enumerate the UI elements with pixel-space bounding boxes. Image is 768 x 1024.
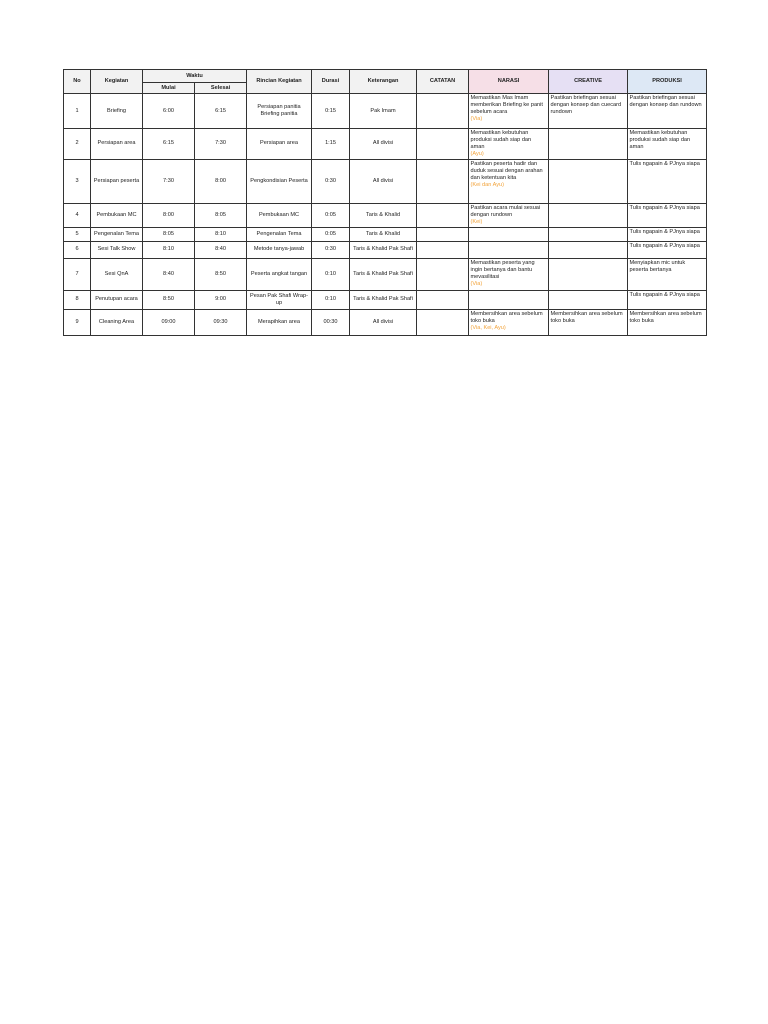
row-kegiatan (91, 203, 143, 227)
row-durasi-text: 0:05 (325, 230, 336, 237)
row-selesai (195, 258, 247, 290)
row-rincian-text: Persiapan area (260, 140, 298, 147)
row-produksi-text: Pastikan briefingan sesuai dengan konsep dan rundown (629, 95, 702, 108)
row-mulai (143, 309, 195, 335)
row-no-text: 8 (75, 296, 79, 303)
row-keterangan (350, 309, 417, 335)
row-rincian-text: Pengenalan Tema (256, 230, 302, 237)
row-rincian (247, 309, 312, 335)
row-selesai (195, 290, 247, 309)
row-kegiatan (91, 159, 143, 203)
header-catatan: CATATAN (417, 70, 469, 94)
row-durasi-text: 0:30 (325, 246, 336, 253)
header-no: No (64, 70, 91, 94)
row-rincian (247, 258, 312, 290)
row-selesai-text: 7:30 (215, 140, 226, 147)
row-durasi (312, 159, 350, 203)
row-durasi-text: 1:15 (325, 140, 336, 147)
row-creative (549, 227, 628, 241)
row-produksi (628, 258, 707, 290)
narasi-pic-label: (Kei) (470, 218, 483, 225)
row-no (64, 159, 91, 203)
row-durasi (312, 290, 350, 309)
rundown-sheet (63, 69, 706, 336)
row-produksi (628, 241, 707, 258)
row-rincian-text: Pengkondisian Peserta (250, 177, 308, 184)
row-selesai-text: 8:40 (215, 246, 226, 253)
row-rincian (247, 94, 312, 129)
row-no (64, 309, 91, 335)
row-kegiatan (91, 241, 143, 258)
row-rincian (247, 241, 312, 258)
row-kegiatan-text: Sesi QnA (104, 270, 129, 277)
row-catatan (417, 227, 469, 241)
narasi-pic-label: (Via) (470, 280, 483, 287)
header-produksi: PRODUKSI (628, 70, 707, 94)
header-waktu: Waktu (143, 70, 247, 83)
row-rincian-text: Pembukaan MC (258, 211, 300, 218)
table-row (64, 159, 707, 203)
row-selesai-text: 9:00 (215, 296, 226, 303)
row-selesai-text: 6:15 (215, 107, 226, 114)
table-row (64, 227, 707, 241)
row-narasi (469, 159, 549, 203)
row-rincian-text: Persiapan panitia Briefing panitia (257, 104, 301, 117)
row-produksi (628, 129, 707, 160)
row-mulai-text: 6:15 (163, 140, 174, 147)
row-mulai-text: 09:00 (161, 318, 176, 325)
row-mulai (143, 290, 195, 309)
row-rincian (247, 203, 312, 227)
row-produksi-text: Tulis ngapain & PJnya siapa (629, 291, 700, 298)
header-selesai: Selesai (195, 83, 247, 94)
row-narasi-text: Memastikan Mas Imam memberikan Briefing ke panit sebelum acara (470, 95, 543, 115)
row-no-text: 7 (75, 270, 79, 277)
row-keterangan-text: All divisi (372, 140, 394, 147)
row-mulai (143, 129, 195, 160)
row-creative (549, 241, 628, 258)
row-mulai-text: 8:00 (163, 211, 174, 218)
row-selesai-text: 8:50 (215, 270, 226, 277)
row-narasi-text: Pastikan acara mulai sesuai dengan rundown (470, 204, 541, 218)
row-durasi (312, 241, 350, 258)
row-kegiatan (91, 227, 143, 241)
row-produksi-text: Tulis ngapain & PJnya siapa (629, 228, 700, 235)
row-creative-text: Pastikan briefingan sesuai dengan konsep dan cuecard rundown (550, 95, 622, 115)
row-narasi (469, 309, 549, 335)
row-catatan (417, 159, 469, 203)
row-rincian (247, 290, 312, 309)
row-mulai-text: 7:30 (163, 177, 174, 184)
row-narasi (469, 94, 549, 129)
row-durasi-text: 0:30 (325, 177, 336, 184)
header-narasi: NARASI (469, 70, 549, 94)
row-selesai (195, 203, 247, 227)
row-mulai-text: 8:50 (163, 296, 174, 303)
row-catatan (417, 290, 469, 309)
row-produksi-text: Tulis ngapain & PJnya siapa (629, 242, 700, 249)
row-narasi-text: Memastikan kebutuhan produksi sudah siap dan aman (470, 130, 532, 150)
rundown-rows (64, 94, 707, 336)
row-kegiatan-text: Pengenalan Tema (94, 230, 139, 237)
row-produksi (628, 203, 707, 227)
row-keterangan-text: Taris & Khalid (365, 230, 401, 237)
row-keterangan-text: Taris & Khalid Pak Shafi (353, 296, 413, 303)
header-durasi: Durasi (312, 70, 350, 94)
row-selesai (195, 129, 247, 160)
row-mulai-text: 8:40 (163, 270, 174, 277)
row-mulai (143, 159, 195, 203)
row-produksi-text: Memastikan kebutuhan produksi sudah siap dan aman (629, 130, 691, 150)
row-no (64, 290, 91, 309)
row-selesai-text: 8:00 (215, 177, 226, 184)
row-mulai (143, 227, 195, 241)
row-kegiatan (91, 94, 143, 129)
row-creative (549, 159, 628, 203)
table-row (64, 94, 707, 129)
narasi-pic-label: (Kei dan Ayu) (470, 181, 504, 188)
row-catatan (417, 309, 469, 335)
row-durasi (312, 309, 350, 335)
narasi-pic-label: (Via) (470, 115, 483, 122)
row-selesai (195, 309, 247, 335)
row-no (64, 241, 91, 258)
row-no-text: 3 (75, 177, 79, 184)
row-selesai (195, 241, 247, 258)
row-keterangan (350, 227, 417, 241)
row-creative (549, 129, 628, 160)
row-no-text: 6 (75, 246, 79, 253)
row-selesai-text: 8:10 (215, 230, 226, 237)
row-kegiatan-text: Pembukaan MC (96, 211, 137, 218)
row-kegiatan-text: Penutupan acara (95, 296, 138, 303)
row-kegiatan (91, 258, 143, 290)
row-keterangan (350, 290, 417, 309)
header-creative: CREATIVE (549, 70, 628, 94)
narasi-pic-label: (Ayu) (470, 150, 484, 157)
row-rincian-text: Peserta angkat tangan (250, 270, 308, 277)
row-mulai-text: 6:00 (163, 107, 174, 114)
row-catatan (417, 258, 469, 290)
row-narasi (469, 241, 549, 258)
row-kegiatan (91, 129, 143, 160)
row-durasi (312, 227, 350, 241)
row-narasi (469, 227, 549, 241)
row-durasi-text: 0:10 (325, 296, 336, 303)
row-kegiatan (91, 290, 143, 309)
row-durasi (312, 129, 350, 160)
row-keterangan-text: Taris & Khalid (365, 211, 401, 218)
row-no (64, 258, 91, 290)
row-catatan (417, 203, 469, 227)
row-keterangan (350, 159, 417, 203)
row-mulai-text: 8:05 (163, 230, 174, 237)
row-durasi (312, 203, 350, 227)
row-creative (549, 94, 628, 129)
row-catatan (417, 241, 469, 258)
header-kegiatan: Kegiatan (91, 70, 143, 94)
row-kegiatan-text: Persiapan area (97, 140, 136, 147)
row-kegiatan (91, 309, 143, 335)
row-selesai (195, 227, 247, 241)
row-durasi-text: 0:15 (325, 107, 336, 114)
row-keterangan (350, 241, 417, 258)
row-produksi-text: Membersihkan area sebelum toko buka (629, 310, 702, 324)
table-row (64, 258, 707, 290)
header-rincian: Rincian Kegiatan (247, 70, 312, 94)
row-keterangan (350, 129, 417, 160)
row-keterangan-text: All divisi (372, 318, 394, 325)
row-no (64, 94, 91, 129)
row-rincian-text: Merapihkan area (258, 318, 300, 325)
row-selesai (195, 94, 247, 129)
row-durasi-text: 0:05 (325, 211, 336, 218)
row-narasi-text: Membersihkan area sebelum toko buka (470, 310, 543, 324)
row-produksi (628, 94, 707, 129)
row-produksi (628, 159, 707, 203)
row-kegiatan-text: Sesi Talk Show (97, 246, 136, 253)
table-row (64, 241, 707, 258)
row-narasi (469, 290, 549, 309)
row-no-text: 5 (75, 230, 79, 237)
row-durasi (312, 258, 350, 290)
row-creative (549, 309, 628, 335)
table-row (64, 203, 707, 227)
row-durasi-text: 0:10 (325, 270, 336, 277)
row-produksi (628, 309, 707, 335)
row-kegiatan-text: Persiapan peserta (93, 177, 140, 184)
row-mulai (143, 203, 195, 227)
table-row (64, 129, 707, 160)
row-produksi-text: Tulis ngapain & PJnya siapa (629, 204, 700, 211)
rundown-table (63, 69, 707, 336)
row-keterangan-text: Taris & Khalid Pak Shafi (353, 246, 413, 253)
row-produksi (628, 227, 707, 241)
row-kegiatan-text: Cleaning Area (98, 318, 135, 325)
row-kegiatan-text: Briefing (107, 107, 126, 114)
row-no-text: 4 (75, 211, 79, 218)
row-no-text: 1 (75, 107, 79, 114)
row-keterangan (350, 203, 417, 227)
row-narasi-text: Pastikan peserta hadir dan duduk sesuai dengan arahan dan ketentuan kita (470, 160, 543, 181)
row-narasi (469, 258, 549, 290)
row-selesai-text: 09:30 (213, 318, 228, 325)
row-mulai-text: 8:10 (163, 246, 174, 253)
row-no (64, 227, 91, 241)
row-selesai (195, 159, 247, 203)
header-keterangan: Keterangan (350, 70, 417, 94)
row-creative-text: Membersihkan area sebelum toko buka (550, 310, 623, 324)
header-mulai: Mulai (143, 83, 195, 94)
row-keterangan (350, 258, 417, 290)
row-narasi (469, 203, 549, 227)
row-mulai (143, 241, 195, 258)
row-no-text: 2 (75, 140, 79, 147)
row-rincian (247, 129, 312, 160)
row-durasi-text: 00:30 (323, 318, 338, 325)
row-catatan (417, 129, 469, 160)
row-keterangan-text: All divisi (372, 177, 394, 184)
narasi-pic-label: (Via, Kei, Ayu) (470, 324, 506, 331)
row-no (64, 203, 91, 227)
row-keterangan-text: Pak Imam (370, 107, 396, 114)
row-produksi-text: Tulis ngapain & PJnya siapa (629, 160, 700, 167)
row-narasi (469, 129, 549, 160)
row-no (64, 129, 91, 160)
table-row (64, 309, 707, 335)
row-selesai-text: 8:05 (215, 211, 226, 218)
row-rincian (247, 159, 312, 203)
row-keterangan-text: Taris & Khalid Pak Shafi (353, 270, 413, 277)
row-produksi (628, 290, 707, 309)
row-produksi-text: Menyiapkan mic untuk peserta bertanya (629, 259, 686, 273)
row-mulai (143, 258, 195, 290)
row-catatan (417, 94, 469, 129)
row-narasi-text: Memastikan peserta yang ingin bertanya dan bantu mevasilitasi (470, 259, 535, 280)
row-rincian (247, 227, 312, 241)
row-durasi (312, 94, 350, 129)
row-rincian-text: Metode tanya-jawab (253, 246, 305, 253)
row-creative (549, 290, 628, 309)
row-keterangan (350, 94, 417, 129)
table-row (64, 290, 707, 309)
row-no-text: 9 (75, 318, 79, 325)
row-creative (549, 203, 628, 227)
row-creative (549, 258, 628, 290)
row-mulai (143, 94, 195, 129)
row-rincian-text: Pesan Pak Shafi Wrap-up (249, 292, 309, 306)
